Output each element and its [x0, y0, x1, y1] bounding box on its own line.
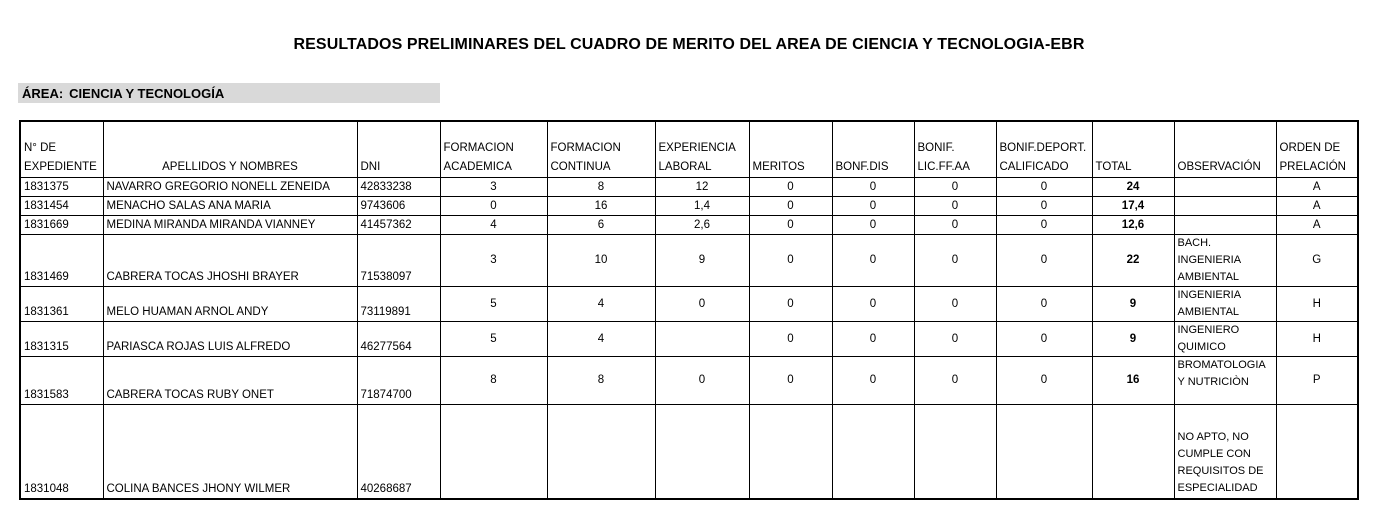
cell-nombre: CABRERA TOCAS RUBY ONET	[103, 356, 357, 404]
cell-nombre: CABRERA TOCAS JHOSHI BRAYER	[103, 234, 357, 286]
cell-expediente: 1831583	[20, 356, 103, 404]
cell-experiencia: 0	[655, 356, 749, 404]
cell-formacion-continua: 6	[547, 215, 655, 234]
cell-bonf-dis: 0	[832, 177, 914, 196]
cell-bonif-deport: 0	[996, 215, 1092, 234]
cell-bonf-dis	[832, 404, 914, 499]
cell-meritos: 0	[749, 286, 832, 321]
cell-orden: G	[1276, 234, 1358, 286]
header-total: TOTAL	[1092, 121, 1174, 177]
cell-orden: P	[1276, 356, 1358, 404]
cell-experiencia: 9	[655, 234, 749, 286]
cell-nombre: COLINA BANCES JHONY WILMER	[103, 404, 357, 499]
cell-formacion-continua: 4	[547, 286, 655, 321]
cell-bonif-lic: 0	[914, 215, 996, 234]
cell-bonif-lic: 0	[914, 356, 996, 404]
table-row	[20, 196, 1358, 215]
cell-observacion: INGENIERIA AMBIENTAL	[1174, 286, 1276, 321]
cell-expediente: 1831361	[20, 286, 103, 321]
cell-dni: 42833238	[357, 177, 440, 196]
cell-experiencia	[655, 404, 749, 499]
table-row	[20, 356, 1358, 404]
cell-observacion: NO APTO, NO CUMPLE CON REQUISITOS DE ESPECIALIDAD	[1174, 404, 1276, 499]
cell-bonif-lic: 0	[914, 177, 996, 196]
cell-nombre: MELO HUAMAN ARNOL ANDY	[103, 286, 357, 321]
cell-bonif-deport	[996, 404, 1092, 499]
cell-bonif-lic: 0	[914, 286, 996, 321]
cell-bonf-dis: 0	[832, 215, 914, 234]
cell-formacion-continua: 16	[547, 196, 655, 215]
cell-expediente: 1831454	[20, 196, 103, 215]
cell-experiencia: 2,6	[655, 215, 749, 234]
cell-formacion-continua: 8	[547, 177, 655, 196]
cell-experiencia: 12	[655, 177, 749, 196]
cell-meritos: 0	[749, 234, 832, 286]
cell-orden: A	[1276, 177, 1358, 196]
cell-observacion: BACH. INGENIERIA AMBIENTAL	[1174, 234, 1276, 286]
cell-formacion-academica: 0	[440, 196, 547, 215]
cell-bonif-lic	[914, 404, 996, 499]
cell-experiencia	[655, 321, 749, 356]
cell-experiencia: 1,4	[655, 196, 749, 215]
table-row	[20, 404, 1358, 499]
cell-meritos: 0	[749, 215, 832, 234]
header-bonif-lic: BONIF. LIC.FF.AA	[914, 121, 996, 177]
cell-total	[1092, 404, 1174, 499]
cell-dni: 40268687	[357, 404, 440, 499]
cell-nombre: PARIASCA ROJAS LUIS ALFREDO	[103, 321, 357, 356]
cell-bonif-lic: 0	[914, 321, 996, 356]
header-bonf-dis: BONF.DIS	[832, 121, 914, 177]
cell-formacion-continua: 10	[547, 234, 655, 286]
cell-dni: 73119891	[357, 286, 440, 321]
header-formacion-academica: FORMACION ACADEMICA	[440, 121, 547, 177]
header-nombres: APELLIDOS Y NOMBRES	[103, 121, 357, 177]
cell-expediente: 1831669	[20, 215, 103, 234]
cell-observacion: BROMATOLOGIA Y NUTRICIÒN	[1174, 356, 1276, 404]
cell-meritos: 0	[749, 196, 832, 215]
table-row	[20, 321, 1358, 356]
cell-bonif-deport: 0	[996, 356, 1092, 404]
cell-expediente: 1831048	[20, 404, 103, 499]
cell-dni: 71538097	[357, 234, 440, 286]
area-banner	[18, 83, 440, 103]
cell-observacion	[1174, 215, 1276, 234]
table-row	[20, 215, 1358, 234]
table-row	[20, 234, 1358, 286]
cell-dni: 41457362	[357, 215, 440, 234]
cell-formacion-continua	[547, 404, 655, 499]
cell-observacion	[1174, 196, 1276, 215]
table-row	[20, 177, 1358, 196]
cell-bonf-dis: 0	[832, 356, 914, 404]
merit-table	[19, 120, 1359, 500]
header-bonif-deport: BONIF.DEPORT. CALIFICADO	[996, 121, 1092, 177]
cell-nombre: MEDINA MIRANDA MIRANDA VIANNEY	[103, 215, 357, 234]
cell-formacion-academica: 4	[440, 215, 547, 234]
cell-bonif-deport: 0	[996, 234, 1092, 286]
cell-bonif-deport: 0	[996, 321, 1092, 356]
cell-total: 16	[1092, 356, 1174, 404]
cell-total: 22	[1092, 234, 1174, 286]
area-value: CIENCIA Y TECNOLOGÍA	[69, 86, 225, 101]
header-dni: DNI	[357, 121, 440, 177]
cell-bonif-deport: 0	[996, 196, 1092, 215]
cell-bonif-lic: 0	[914, 196, 996, 215]
cell-total: 24	[1092, 177, 1174, 196]
table-header-row	[20, 121, 1358, 177]
cell-formacion-continua: 4	[547, 321, 655, 356]
cell-bonif-lic: 0	[914, 234, 996, 286]
cell-orden: A	[1276, 215, 1358, 234]
header-meritos: MERITOS	[749, 121, 832, 177]
cell-orden: H	[1276, 321, 1358, 356]
cell-total: 17,4	[1092, 196, 1174, 215]
cell-nombre: MENACHO SALAS ANA MARIA	[103, 196, 357, 215]
cell-total: 9	[1092, 286, 1174, 321]
cell-observacion	[1174, 177, 1276, 196]
cell-dni: 71874700	[357, 356, 440, 404]
cell-formacion-academica: 5	[440, 321, 547, 356]
cell-dni: 46277564	[357, 321, 440, 356]
cell-bonif-deport: 0	[996, 286, 1092, 321]
page-title: RESULTADOS PRELIMINARES DEL CUADRO DE MERITO DEL AREA DE CIENCIA Y TECNOLOGIA-EBR	[293, 36, 1085, 53]
cell-bonf-dis: 0	[832, 234, 914, 286]
cell-bonif-deport: 0	[996, 177, 1092, 196]
cell-nombre: NAVARRO GREGORIO NONELL ZENEIDA	[103, 177, 357, 196]
cell-formacion-academica: 5	[440, 286, 547, 321]
cell-observacion: INGENIERO QUIMICO	[1174, 321, 1276, 356]
cell-total: 9	[1092, 321, 1174, 356]
header-observacion: OBSERVACIÓN	[1174, 121, 1276, 177]
cell-expediente: 1831375	[20, 177, 103, 196]
cell-orden: H	[1276, 286, 1358, 321]
cell-meritos: 0	[749, 356, 832, 404]
cell-formacion-academica	[440, 404, 547, 499]
header-experiencia-laboral: EXPERIENCIA LABORAL	[655, 121, 749, 177]
cell-expediente: 1831315	[20, 321, 103, 356]
area-label: ÁREA:	[22, 86, 64, 101]
header-expediente: N° DE EXPEDIENTE	[20, 121, 103, 177]
cell-dni: 9743606	[357, 196, 440, 215]
header-formacion-continua: FORMACION CONTINUA	[547, 121, 655, 177]
header-orden: ORDEN DE PRELACIÓN	[1276, 121, 1358, 177]
cell-meritos: 0	[749, 321, 832, 356]
table-row	[20, 286, 1358, 321]
cell-meritos	[749, 404, 832, 499]
cell-formacion-academica: 8	[440, 356, 547, 404]
cell-total: 12,6	[1092, 215, 1174, 234]
cell-formacion-continua: 8	[547, 356, 655, 404]
cell-bonf-dis: 0	[832, 321, 914, 356]
cell-bonf-dis: 0	[832, 286, 914, 321]
cell-meritos: 0	[749, 177, 832, 196]
cell-formacion-academica: 3	[440, 234, 547, 286]
cell-bonf-dis: 0	[832, 196, 914, 215]
cell-orden	[1276, 404, 1358, 499]
cell-experiencia: 0	[655, 286, 749, 321]
cell-formacion-academica: 3	[440, 177, 547, 196]
cell-expediente: 1831469	[20, 234, 103, 286]
cell-orden: A	[1276, 196, 1358, 215]
